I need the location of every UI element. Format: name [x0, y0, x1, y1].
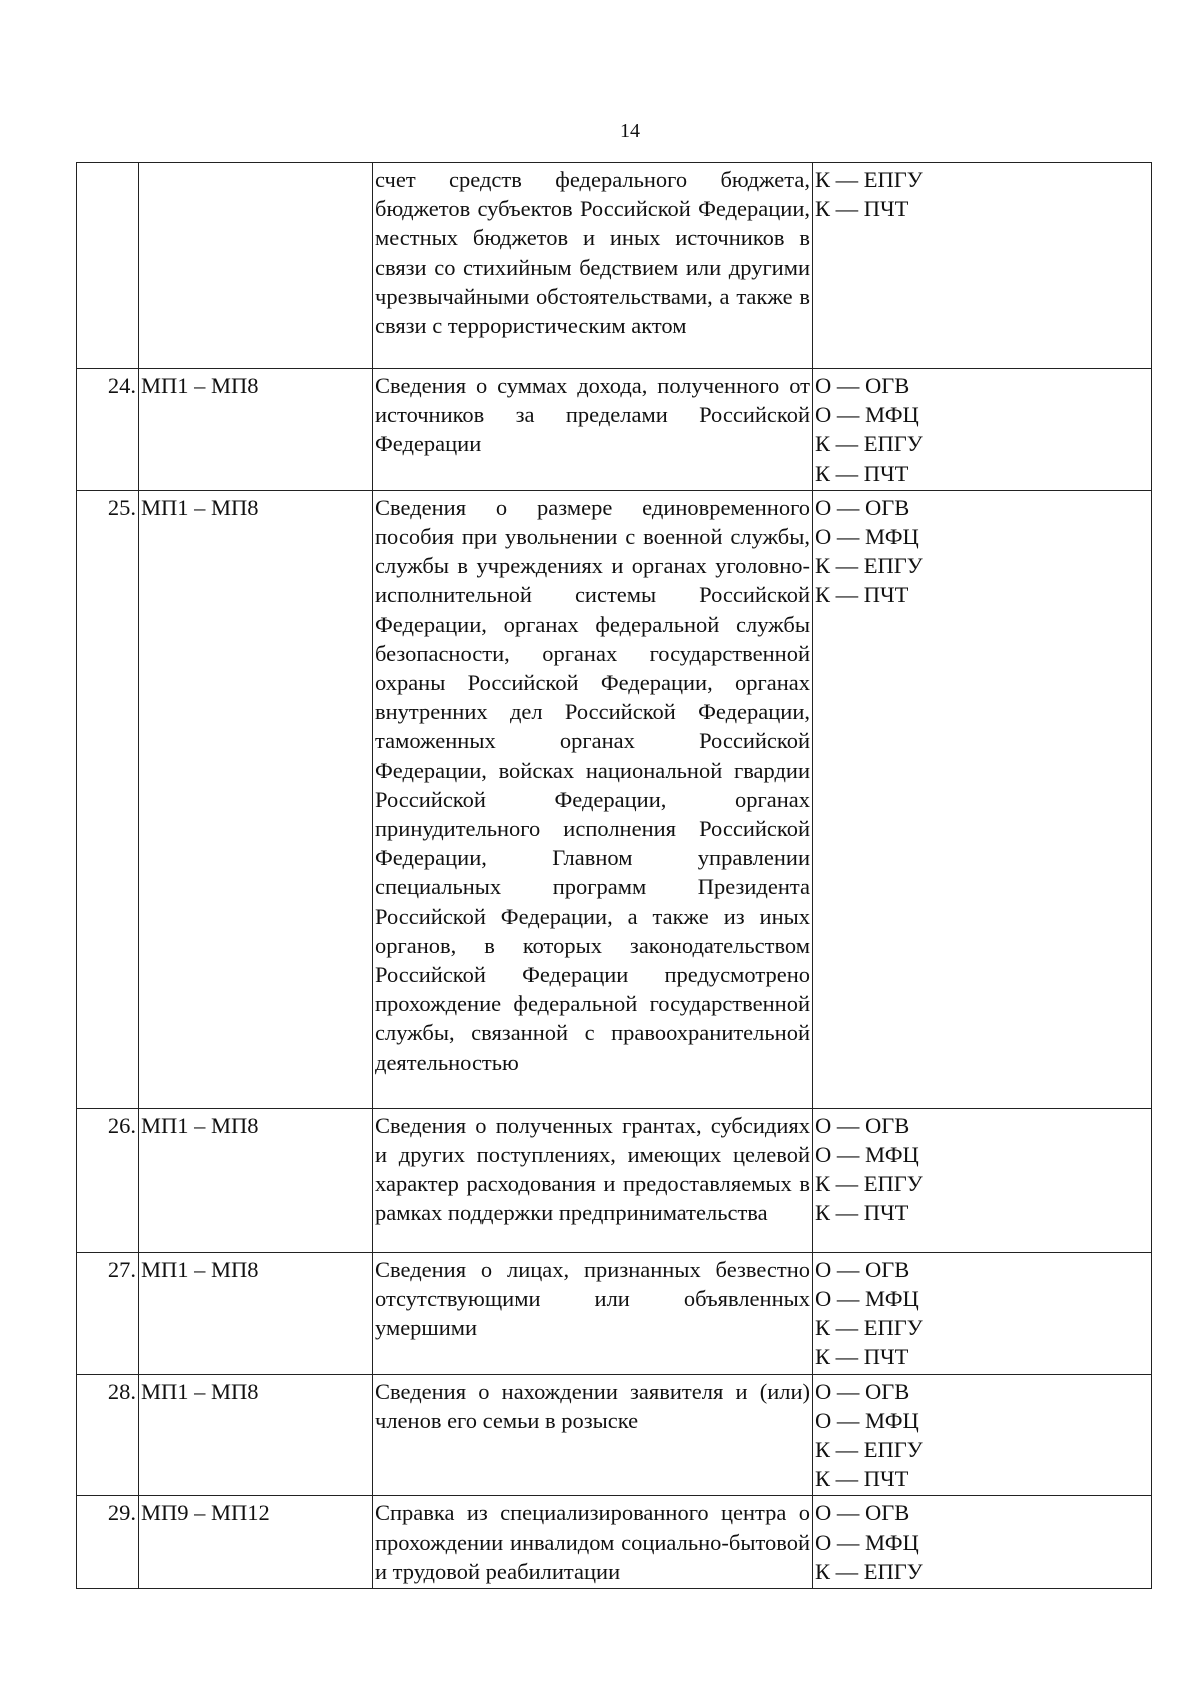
row-channels — [813, 369, 1152, 491]
row-number: 26. — [77, 1108, 139, 1252]
table-row — [77, 1374, 1152, 1496]
row-number: 28. — [77, 1374, 139, 1496]
row-codes: МП1 – МП8 — [139, 1252, 373, 1374]
table-row — [77, 163, 1152, 369]
row-number: 25. — [77, 490, 139, 1108]
channel-item: К — ЕПГУ — [815, 1558, 923, 1584]
channel-item: К — ЕПГУ — [815, 553, 923, 579]
row-channels — [813, 1496, 1152, 1589]
table-row — [77, 369, 1152, 491]
channel-item: К — ПЧТ — [815, 1200, 909, 1226]
channel-item: О — ОГВ — [815, 1112, 910, 1138]
row-description: счет средств федерального бюджета, бюджетов субъектов Российской Федерации, местных бюджетов и иных источников в связи со стихийным бедствием или другими чрезвычайными обстоятельствами, а также в связи с террористическим актом — [373, 163, 813, 369]
row-channels — [813, 163, 1152, 369]
channel-item: К — ПЧТ — [815, 1466, 909, 1492]
row-channels — [813, 1252, 1152, 1374]
channel-item: К — ПЧТ — [815, 1344, 909, 1370]
row-codes: МП1 – МП8 — [139, 490, 373, 1108]
row-number: 27. — [77, 1252, 139, 1374]
row-channels — [813, 1108, 1152, 1252]
table-row — [77, 1252, 1152, 1374]
channel-item: О — ОГВ — [815, 1378, 910, 1404]
channel-item: К — ЕПГУ — [815, 167, 923, 192]
row-description: Сведения о суммах дохода, полученного от источников за пределами Российской Федерации — [373, 369, 813, 491]
channel-item: О — МФЦ — [815, 1286, 919, 1312]
row-number: 24. — [77, 369, 139, 491]
row-number: 29. — [77, 1496, 139, 1589]
row-codes — [139, 163, 373, 369]
row-description: Справка из специализированного центра о прохождении инвалидом социально-бытовой и трудовой реабилитации — [373, 1496, 813, 1589]
channel-item: К — ПЧТ — [815, 196, 909, 222]
channel-item: К — ЕПГУ — [815, 1315, 923, 1341]
channel-item: О — МФЦ — [815, 402, 919, 428]
row-codes: МП1 – МП8 — [139, 1108, 373, 1252]
row-description: Сведения о нахождении заявителя и (или) членов его семьи в розыске — [373, 1374, 813, 1496]
channel-item: О — МФЦ — [815, 1407, 919, 1433]
channel-item: О — МФЦ — [815, 524, 919, 550]
page-number: 14 — [620, 120, 640, 142]
table-row — [77, 490, 1152, 1108]
channel-item: К — ПЧТ — [815, 582, 909, 608]
row-description: Сведения о лицах, признанных безвестно отсутствующими или объявленных умершими — [373, 1252, 813, 1374]
row-codes: МП1 – МП8 — [139, 369, 373, 491]
channel-item: О — ОГВ — [815, 494, 910, 520]
row-description: Сведения о размере единовременного пособия при увольнении с военной службы, службы в учреждениях и органах уголовно-исполнительной системы Российской Федерации, органах федеральной службы безопасности, органах государственной охраны Российской Федерации, органах внутренних дел Российской Федерации, таможенных органах Российской Федерации, войсках национальной гвардии Российской Федерации, органах принудительного исполнения Российской Федерации, Главном управлении специальных программ Президента Российской Федерации, а также из иных органов, в которых законодательством Российской Федерации предусмотрено прохождение федеральной государственной службы, связанной с правоохранительной деятельностью — [373, 490, 813, 1108]
table-row — [77, 1108, 1152, 1252]
table-row — [77, 1496, 1152, 1589]
channel-item: О — МФЦ — [815, 1529, 919, 1555]
channel-item: К — ЕПГУ — [815, 1171, 923, 1197]
channel-item: К — ЕПГУ — [815, 431, 923, 457]
row-codes: МП1 – МП8 — [139, 1374, 373, 1496]
channel-item: О — ОГВ — [815, 1500, 910, 1526]
channel-item: О — ОГВ — [815, 373, 910, 398]
channel-item: О — ОГВ — [815, 1256, 910, 1282]
documents-table — [76, 162, 1152, 1589]
channel-item: К — ЕПГУ — [815, 1437, 923, 1463]
row-channels — [813, 1374, 1152, 1496]
row-channels — [813, 490, 1152, 1108]
row-number — [77, 163, 139, 369]
row-description: Сведения о полученных грантах, субсидиях и других поступлениях, имеющих целевой характер расходования и предоставляемых в рамках поддержки предпринимательства — [373, 1108, 813, 1252]
channel-item: К — ПЧТ — [815, 460, 909, 486]
channel-item: О — МФЦ — [815, 1142, 919, 1168]
row-codes: МП9 – МП12 — [139, 1496, 373, 1589]
